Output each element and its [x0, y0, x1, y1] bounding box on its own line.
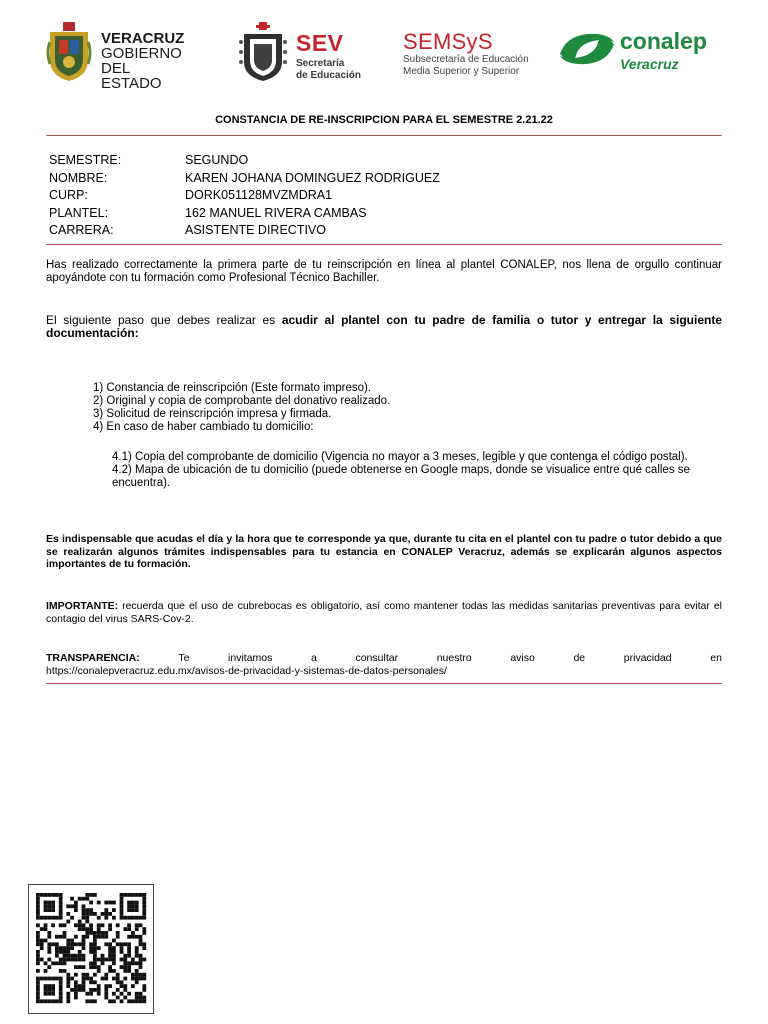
- veracruz-logo-line3: DEL ESTADO: [101, 60, 162, 92]
- divider: [46, 135, 722, 136]
- address-sublist: [112, 451, 712, 490]
- next-step-paragraph: [46, 314, 722, 340]
- sev-logo: [238, 22, 368, 84]
- list-item: 2) Original y copia de comprobante del donativo realizado.: [93, 395, 391, 407]
- list-item: 4.1) Copia del comprobante de domicilio (Vigencia no mayor a 3 meses, legible y que contenga el código postal).: [112, 451, 688, 463]
- next-step-text: El siguiente paso que debes realizar es: [46, 313, 282, 327]
- list-item: 3) Solicitud de reinscripción impresa y firmada.: [93, 408, 332, 420]
- sev-logo-sub1: Secretaría: [296, 58, 345, 69]
- list-item: 1) Constancia de reinscripción (Este formato impreso).: [93, 382, 372, 394]
- field-value: ASISTENTE DIRECTIVO: [185, 223, 326, 238]
- conalep-logo-title: conalep: [620, 28, 707, 54]
- importante-paragraph: [46, 600, 722, 625]
- importante-text: recuerda que el uso de cubrebocas es obligatorio, así como mantener todas las medidas sanitarias preventivas para evitar el contagio del virus SARS-Cov-2.: [46, 600, 722, 625]
- field-label: PLANTEL:: [49, 205, 109, 220]
- conalep-logo-sub: Veracruz: [620, 56, 679, 72]
- veracruz-logo-line1: VERACRUZ: [101, 30, 185, 47]
- field-value: 162 MANUEL RIVERA CAMBAS: [185, 205, 367, 220]
- transparencia-word: nuestro: [436, 652, 472, 664]
- veracruz-logo-line2: GOBIERNO: [101, 45, 182, 62]
- transparencia-paragraph: [46, 652, 722, 677]
- transparencia-word: a: [311, 652, 317, 664]
- document-title: CONSTANCIA DE RE-INSCRIPCION PARA EL SEMESTRE 2.21.22: [215, 114, 553, 126]
- transparencia-word: privacidad: [623, 652, 672, 664]
- qr-code-icon: [29, 885, 153, 1013]
- semsys-logo-sub2: Media Superior y Superior: [403, 66, 520, 77]
- field-label: CARRERA:: [49, 223, 114, 238]
- transparencia-word: invitamos: [228, 652, 273, 664]
- semsys-logo-sub1: Subsecretaría de Educación: [403, 54, 529, 65]
- field-label: NOMBRE:: [49, 170, 108, 185]
- field-value: KAREN JOHANA DOMINGUEZ RODRIGUEZ: [185, 170, 440, 185]
- importante-label: IMPORTANTE:: [46, 600, 119, 612]
- transparencia-label: TRANSPARENCIA:: [46, 652, 140, 664]
- sev-logo-sub2: de Educación: [296, 70, 362, 81]
- divider: [46, 244, 722, 245]
- privacy-url[interactable]: https://conalepveracruz.edu.mx/avisos-de-privacidad-y-sistemas-de-datos-personales/: [46, 664, 447, 677]
- field-value: SEGUNDO: [185, 153, 249, 167]
- transparencia-word: aviso: [510, 652, 535, 664]
- transparencia-word: de: [573, 652, 586, 664]
- intro-paragraph: Has realizado correctamente la primera parte de tu reinscripción en línea al plantel CONALEP, nos llena de orgullo continuar apoyándote con tu formación como Profesional Técnico Bachiller.: [46, 259, 722, 284]
- info-row-carrera: [49, 222, 440, 240]
- indispensable-paragraph: Es indispensable que acudas el día y la hora que te corresponde ya que, durante tu cita en el plantel con tu padre o tutor debido a que se realizarán algunos trámites indispensables para tu estancia en CONALEP Veracruz, además se explicarán algunos aspectos importantes de tu formación.: [46, 533, 722, 570]
- info-row-semestre: [49, 152, 440, 170]
- sev-emblem-icon: [238, 22, 288, 82]
- qr-code: [28, 884, 154, 1014]
- student-info: [49, 152, 440, 240]
- list-item: 4.2) Mapa de ubicación de tu domicilio (puede obtenerse en Google maps, donde se visualice entre qué calles se encuentra).: [112, 464, 690, 489]
- info-row-nombre: [49, 170, 440, 188]
- veracruz-coat-of-arms-icon: [46, 22, 92, 82]
- transparencia-word: Te: [178, 652, 190, 664]
- transparencia-word: consultar: [355, 652, 399, 664]
- veracruz-logo: [46, 22, 186, 92]
- field-label: SEMESTRE:: [49, 153, 122, 167]
- info-row-plantel: [49, 205, 440, 223]
- info-row-curp: [49, 187, 440, 205]
- field-value: DORK051128MVZMDRA1: [185, 188, 333, 203]
- conalep-emblem-icon: [558, 30, 616, 68]
- transparencia-word: en: [710, 652, 722, 664]
- next-step-bold: acudir al plantel con tu padre de familia o tutor y entregar la siguiente documentación:: [46, 313, 722, 340]
- semsys-logo: [403, 30, 553, 80]
- divider: [46, 683, 722, 684]
- list-item: 4) En caso de haber cambiado tu domicilio:: [93, 421, 314, 433]
- field-label: CURP:: [49, 188, 88, 203]
- requirements-list: [93, 382, 713, 434]
- conalep-logo: [556, 26, 726, 76]
- semsys-logo-title: SEMSyS: [403, 29, 493, 54]
- sev-logo-title: SEV: [296, 30, 344, 56]
